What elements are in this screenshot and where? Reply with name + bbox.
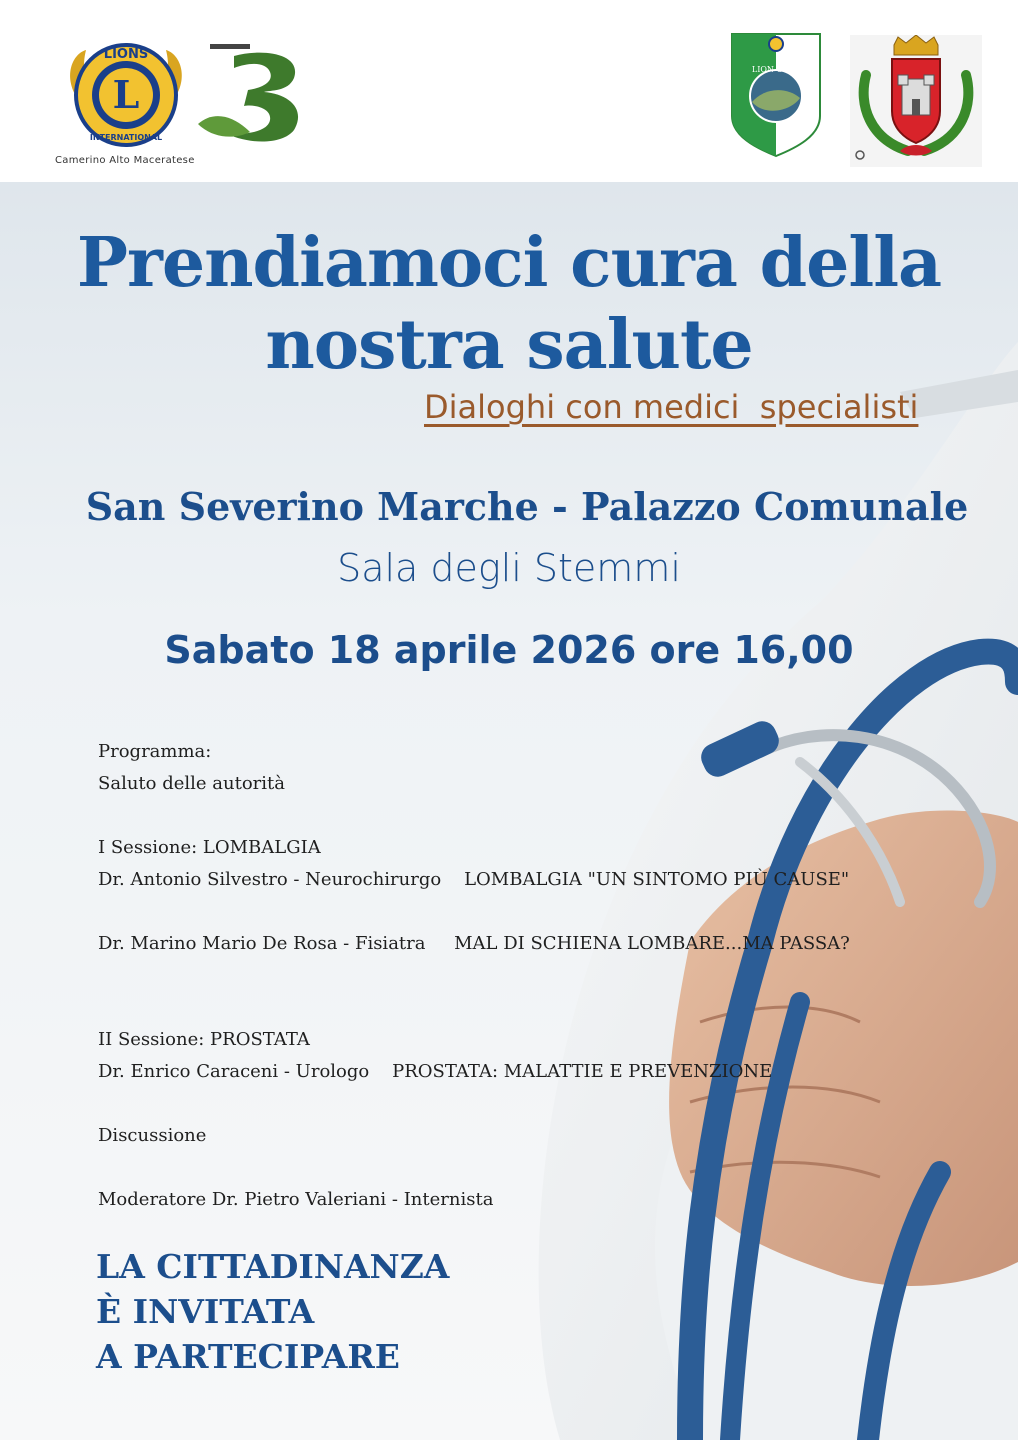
lion-club-shield-logo — [730, 32, 822, 158]
session-2-title: II Sessione: PROSTATA — [98, 1029, 310, 1050]
session-1-talk-2: Dr. Marino Mario De Rosa - Fisiatra MAL DI SCHIENA LOMBARE...MA PASSA? — [98, 933, 850, 954]
poster-body — [0, 182, 1018, 1440]
lions-international-logo — [62, 36, 190, 154]
page-title — [0, 222, 1018, 386]
session-2-talk-1: Dr. Enrico Caraceni - Urologo PROSTATA: MALATTIE E PREVENZIONE — [98, 1061, 773, 1082]
session-1-talk-1: Dr. Antonio Silvestro - Neurochirurgo LOMBALGIA "UN SINTOMO PIÙ CAUSE" — [98, 869, 850, 890]
lions-logo-text-bottom: INTERNATIONAL — [89, 133, 163, 142]
invitation-text — [96, 1244, 449, 1379]
program-moderator: Moderatore Dr. Pietro Valeriani - Internista — [98, 1189, 494, 1210]
title-line-2: nostra salute — [265, 305, 753, 385]
session-1-title: I Sessione: LOMBALGIA — [98, 837, 321, 858]
invitation-line-3: A PARTECIPARE — [96, 1337, 400, 1376]
lions-club-caption: Camerino Alto Maceratese — [55, 155, 195, 166]
program-greeting: Saluto delle autorità — [98, 773, 285, 794]
program-heading: Programma: — [98, 741, 212, 762]
lion-club-shield-text: LION CLUB — [751, 65, 801, 74]
svg-text:L: L — [112, 72, 140, 117]
invitation-line-2: È INVITATA — [96, 1292, 315, 1331]
event-date: Sabato 18 aprile 2026 ore 16,00 — [164, 628, 854, 672]
invitation-line-1: LA CITTADINANZA — [96, 1247, 450, 1286]
three-logo — [194, 40, 314, 146]
municipal-coat-of-arms — [850, 35, 982, 167]
subtitle: Dialoghi con medici specialisti — [424, 388, 919, 426]
lions-logo-text-top: LIONS — [103, 47, 149, 62]
header-logos — [0, 0, 1018, 182]
program-list — [98, 736, 850, 1216]
event-venue: San Severino Marche - Palazzo Comunale — [85, 484, 969, 529]
program-discussion: Discussione — [98, 1125, 207, 1146]
event-hall: Sala degli Stemmi — [337, 546, 681, 590]
title-line-1: Prendiamoci cura della — [76, 223, 942, 303]
